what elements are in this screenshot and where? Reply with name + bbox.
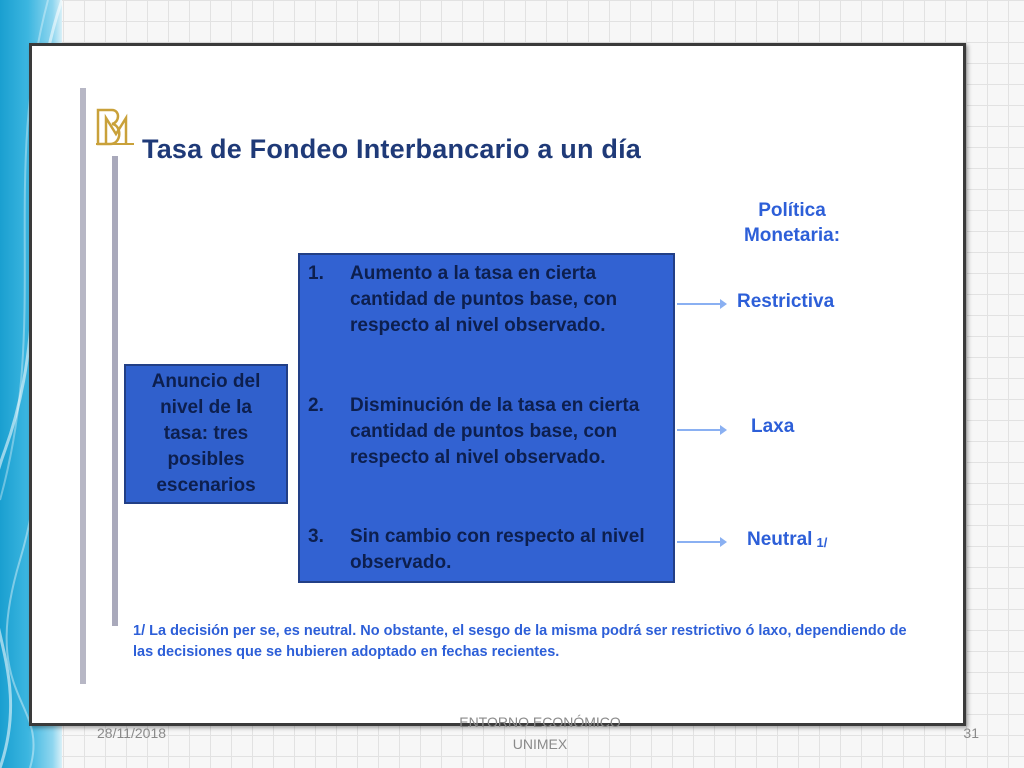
footer-center-line2: UNIMEX bbox=[512, 736, 568, 752]
outcome-neutral bbox=[747, 529, 827, 551]
scenario-text: Sin cambio con respecto al nivel observado. bbox=[350, 526, 645, 573]
policy-heading bbox=[722, 198, 862, 248]
footnote: 1/ La decisión per se, es neutral. No obstante, el sesgo de la misma podrá ser restrictivo ó laxo, dependiendo de las decisiones que se hubieren adoptado en fechas recientes. bbox=[133, 623, 907, 660]
footer-page-number: 31 bbox=[963, 725, 979, 741]
scenario-text: Disminución de la tasa en cierta cantidad de puntos base, con respecto al nivel observado. bbox=[350, 395, 640, 468]
arrow-right-icon bbox=[677, 429, 721, 431]
outcome-restrictiva bbox=[737, 291, 834, 313]
scenario-number: 2. bbox=[308, 395, 324, 416]
scenario-item bbox=[308, 393, 663, 471]
arrow-right-icon bbox=[677, 541, 721, 543]
outcome-label: Laxa bbox=[751, 416, 795, 437]
announcement-text: Anuncio del nivel de la tasa: tres posibles escenarios bbox=[151, 371, 261, 496]
scenario-text: Aumento a la tasa en cierta cantidad de puntos base, con respecto al nivel observado. bbox=[350, 263, 618, 336]
scenarios-box bbox=[298, 253, 675, 583]
outcome-laxa bbox=[751, 416, 794, 438]
banxico-logo-icon bbox=[94, 104, 138, 148]
policy-heading-line2: Monetaria: bbox=[743, 225, 841, 246]
policy-heading-line1: Política bbox=[758, 200, 826, 221]
announcement-box bbox=[124, 364, 288, 504]
scenario-item bbox=[308, 524, 663, 576]
scenario-item bbox=[308, 261, 663, 339]
outcome-footnote-marker: 1/ bbox=[816, 535, 828, 550]
footer-center-line1: ENTORNO ECONÓMICO bbox=[459, 714, 621, 730]
outcome-label: Neutral bbox=[747, 529, 813, 550]
slide-title: Tasa de Fondeo Interbancario a un día bbox=[142, 134, 641, 164]
scenario-number: 3. bbox=[308, 526, 324, 547]
outcome-label: Restrictiva bbox=[737, 291, 835, 312]
vertical-rule-inner bbox=[112, 156, 118, 626]
scenario-number: 1. bbox=[308, 263, 324, 284]
footer-date: 28/11/2018 bbox=[97, 725, 167, 741]
footer-center-text bbox=[440, 711, 640, 755]
vertical-rule-outer bbox=[80, 88, 86, 684]
arrow-right-icon bbox=[677, 303, 721, 305]
slide-frame bbox=[29, 43, 966, 726]
